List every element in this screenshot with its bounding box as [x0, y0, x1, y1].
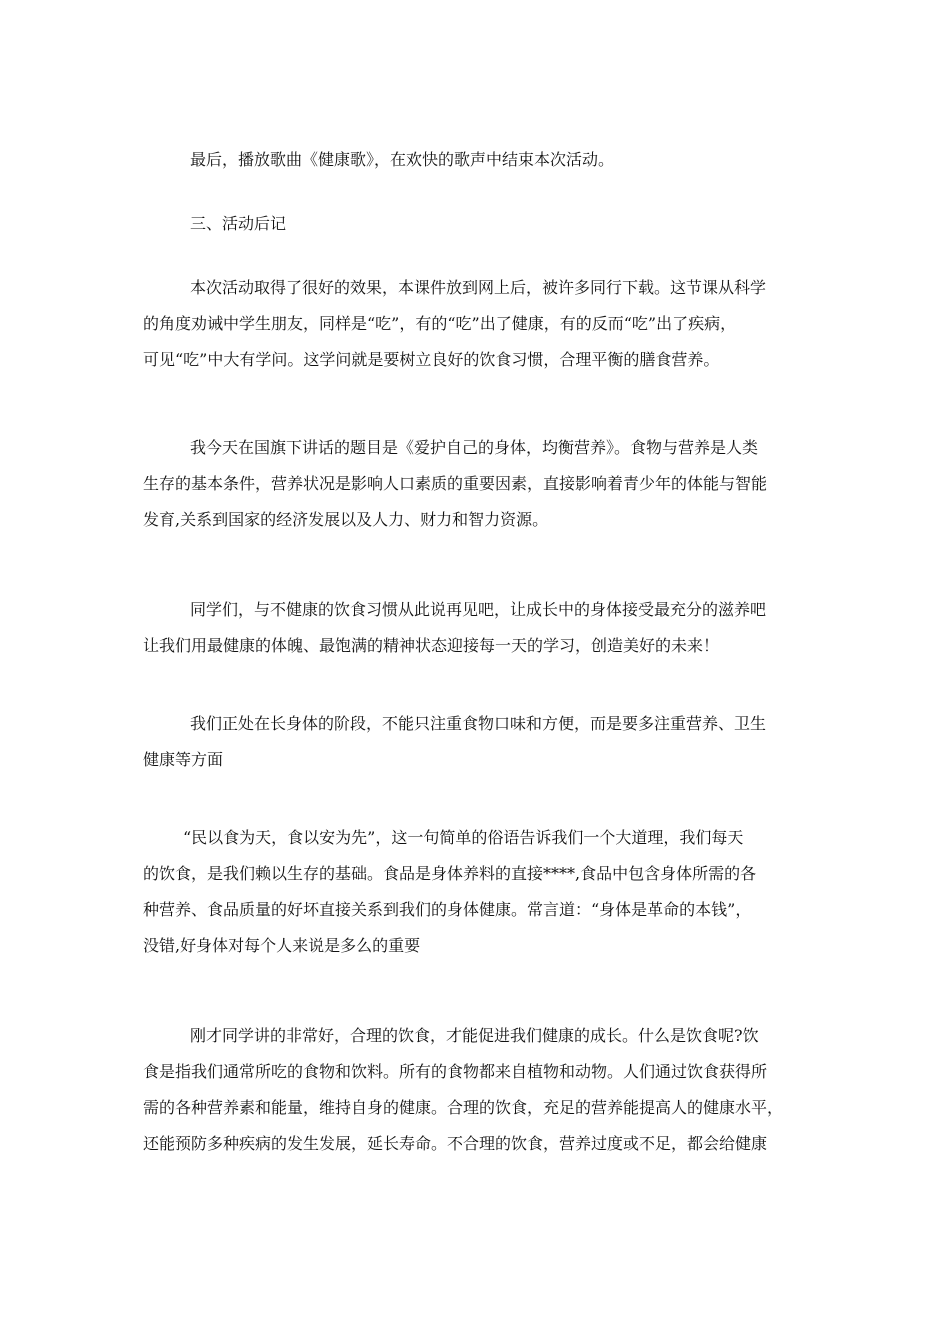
paragraph-activity-effect: [143, 270, 823, 378]
paragraph-growth-stage: [143, 706, 823, 778]
text-line: 可见“吃”中大有学问。这学问就是要树立良好的饮食习惯，合理平衡的膳食营养。: [143, 350, 720, 369]
text-line: 的角度劝诫中学生朋友，同样是“吃”，有的“吃”出了健康，有的反而“吃”出了疾病，: [143, 314, 737, 333]
text-line: 我们正处在长身体的阶段，不能只注重食物口味和方便，而是要多注重营养、卫生: [190, 714, 767, 733]
text-line: 刚才同学讲的非常好，合理的饮食，才能促进我们健康的成长。什么是饮食呢?饮: [190, 1026, 759, 1045]
text-line: 同学们，与不健康的饮食习惯从此说再见吧，让成长中的身体接受最充分的滋养吧: [190, 600, 767, 619]
text-line: 种营养、食品质量的好坏直接关系到我们的身体健康。常言道：“身体是革命的本钱”，: [143, 900, 752, 919]
text-line: 我今天在国旗下讲话的题目是《爱护自己的身体，均衡营养》。食物与营养是人类: [190, 438, 759, 457]
paragraph-farewell: [143, 592, 823, 664]
section-heading: [143, 206, 823, 242]
paragraph-closing: [143, 142, 823, 178]
text-line: 发育,关系到国家的经济发展以及人力、财力和智力资源。: [143, 510, 549, 529]
text-line: 健康等方面: [143, 750, 224, 769]
text-line: 没错,好身体对每个人来说是多么的重要: [143, 936, 421, 955]
paragraph-diet-definition: [143, 1018, 823, 1162]
text-line: 让我们用最健康的体魄、最饱满的精神状态迎接每一天的学习，创造美好的未来！: [143, 636, 720, 655]
text-line: 食是指我们通常所吃的食物和饮料。所有的食物都来自植物和动物。人们通过饮食获得所: [143, 1062, 768, 1081]
paragraph-speech-topic: [143, 430, 823, 538]
text-line: “民以食为天，食以安为先”，这一句简单的俗语告诉我们一个大道理，我们每天: [183, 828, 744, 847]
text-line: 的饮食，是我们赖以生存的基础。食品是身体养料的直接****,食品中包含身体所需的各: [143, 864, 757, 883]
text-line: 还能预防多种疾病的发生发展，延长寿命。不合理的饮食，营养过度或不足，都会给健康: [143, 1134, 768, 1153]
text-line: 本次活动取得了很好的效果，本课件放到网上后，被许多同行下载。这节课从科学: [190, 278, 767, 297]
text-line: 需的各种营养素和能量，维持自身的健康。合理的饮食，充足的营养能提高人的健康水平，: [143, 1098, 784, 1117]
text-line: 最后，播放歌曲《健康歌》，在欢快的歌声中结束本次活动。: [190, 150, 615, 169]
text-line: 生存的基本条件，营养状况是影响人口素质的重要因素，直接影响着青少年的体能与智能: [143, 474, 768, 493]
paragraph-proverb: [143, 820, 823, 964]
text-line: 三、活动后记: [190, 214, 287, 233]
